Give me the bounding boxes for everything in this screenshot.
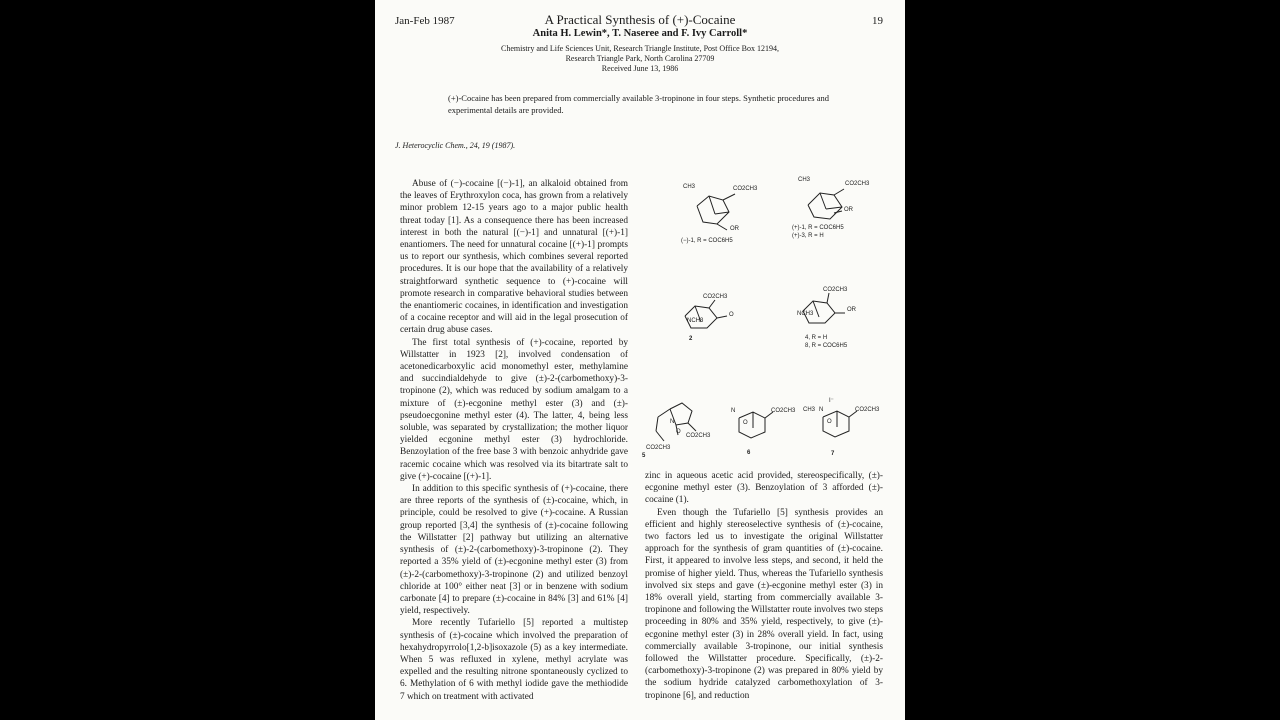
- label-n: N: [670, 419, 675, 425]
- abstract: (+)-Cocaine has been prepared from commercially available 3-tropinone in four steps. Synthetic procedures and experimental details are provided.: [448, 93, 830, 115]
- affiliation-line1: Chemistry and Life Sciences Unit, Research Triangle Institute, Post Office Box 12194,: [500, 44, 780, 53]
- structure-4: [795, 285, 885, 355]
- paragraph: In addition to this specific synthesis of (+)-cocaine, there are three reports of the synthesis of (±)-cocaine, which, in principle, could be resolved to give (+)-cocaine. A Russian group reported [3,4] the synthesis of (±)-cocaine following the Willstatter [2] pathway but utilizing an alternative synthesis of (±)-2-(carbomethoxy)-3-tropinone (2). They reported a 35% yield of (±)-ecgonine methyl ester (3) from (±)-2-(carbomethoxy)-3-tropinone (2) and utilized benzoyl chloride at 100° either neat [3] or in benzene with sodium carbonate [4] to prepare (±)-cocaine in 84% [3] and 61% [4] yield, respectively.: [400, 484, 628, 617]
- label-n-methyl: CH3: [683, 184, 696, 190]
- structure-6: [725, 400, 805, 462]
- label-ester: CO2CH3: [703, 294, 728, 300]
- label-or: OR: [847, 307, 856, 313]
- label-iodide: I⁻: [829, 398, 834, 404]
- paragraph: The first total synthesis of (+)-cocaine, reported by Willstatter in 1923 [2], involved condensation of acetonedicarboxylic acid monomethyl ester, methylamine and succindialdehyde to give (±)-2-(carbomethoxy)-3-tropinone (2), which was reduced by sodium amalgam to a mixture of (±)-ecgonine methyl ester (3) and (±)-pseudoecgonine methyl ester (4). The latter, 4, being less soluble, was separated by crystallization; the mother liquor yielded ecgonine methyl ester (3) hydrochloride. Benzoylation of the free base 3 with benzoic anhydride gave racemic cocaine which was resolved via its bitartrate salt to give (+)-cocaine [(+)-1].: [400, 337, 628, 482]
- caption-2: 8, R = COC6H5: [805, 343, 848, 349]
- left-column: [400, 178, 628, 703]
- label-ester: CO2CH3: [855, 407, 880, 413]
- structure-7: [803, 395, 893, 462]
- label-o: O: [827, 419, 832, 425]
- structure-2: [790, 175, 890, 250]
- structure-1: [675, 178, 775, 248]
- caption-1: 4, R = H: [805, 335, 828, 341]
- caption-2: (+)-3, R = H: [792, 233, 824, 239]
- paragraph: Abuse of (−)-cocaine [(−)-1], an alkaloid obtained from the leaves of Erythroxylon coca, has grown from a relatively minor problem 12-15 years ago to a major public health threat today [1]. As a consequence there has been increased interest in both the natural [(−)-1] and unnatural [(+)-1] enantiomers. The need for unnatural cocaine [(+)-1] prompts us to report our synthesis, which combines several reported procedures. It is our hope that the availability of a relatively straightforward synthetic sequence to (+)-cocaine will promote research in comparative behavioral studies between the enantiomeric cocaines, in identification and investigation of a cocaine receptor and will aid in the legal prosecution of certain drug abuse cases.: [400, 179, 628, 336]
- label-ester-1: CO2CH3: [686, 433, 711, 439]
- caption-1: (+)-1, R = COC6H5: [792, 225, 844, 231]
- label-oxo: O: [729, 312, 734, 318]
- compound-number: 5: [642, 453, 646, 459]
- label-n: N: [819, 407, 824, 413]
- compound-number: 2: [689, 336, 693, 342]
- label-ester: CO2CH3: [771, 408, 796, 414]
- paragraph: More recently Tufariello [5] reported a multistep synthesis of (±)-cocaine which involved the preparation of hexahydropyrrolo[1,2-b]isoxazole (5) as a key intermediate. When 5 was refluxed in xylene, methyl acrylate was expelled and the resulting nitrone spontaneously cyclized to 6. Methylation of 6 with methyl iodide gave the methiodide 7 which on treatment with activated: [400, 618, 628, 702]
- label-ester: CO2CH3: [823, 287, 848, 293]
- paper-title: A Practical Synthesis of (+)-Cocaine: [544, 12, 736, 27]
- compound-number: 7: [831, 451, 835, 457]
- paper-page: [375, 0, 905, 720]
- label-ester-2: CO2CH3: [646, 445, 671, 451]
- journal-issue: Jan-Feb 1987: [395, 15, 455, 27]
- paragraph: zinc in aqueous acetic acid provided, stereospecifically, (±)-ecgonine methyl ester (3). Benzoylation of 3 afforded (±)-cocaine (1).: [645, 471, 883, 506]
- compound-number: 6: [747, 450, 751, 456]
- label-ester: CO2CH3: [733, 186, 758, 192]
- label-n: N: [731, 408, 736, 414]
- citation: J. Heterocyclic Chem., 24, 19 (1987).: [395, 141, 516, 150]
- affiliation-line2: Research Triangle Park, North Carolina 27709: [565, 54, 715, 63]
- bridged-structure-drawing: [803, 395, 893, 462]
- label-o: O: [743, 420, 748, 426]
- label-ch3: CH3: [803, 407, 816, 413]
- authors: Anita H. Lewin*, T. Naseree and F. Ivy Carroll*: [532, 28, 748, 39]
- right-column: [645, 470, 883, 702]
- caption: (−)-1, R = COC6H5: [681, 238, 733, 244]
- label-nmethyl: NCH3: [687, 318, 704, 324]
- affiliation: [375, 44, 905, 74]
- received-date: Received June 13, 1986: [601, 64, 679, 73]
- label-or: OR: [844, 207, 853, 213]
- label-o: O: [676, 429, 681, 435]
- page-number: 19: [872, 15, 883, 27]
- label-nmethyl: NCH3: [797, 311, 814, 317]
- structure-3: [675, 290, 755, 350]
- label-n-methyl: CH3: [798, 177, 811, 183]
- label-ester: CO2CH3: [845, 181, 870, 187]
- paragraph: Even though the Tufariello [5] synthesis provides an efficient and highly stereoselective synthesis of (±)-cocaine, two factors led us to investigate the original Willstatter approach for the synthesis of gram quantities of (±)-cocaine. First, it appeared to involve less steps, and second, it held the promise of higher yield. Thus, whereas the Tufariello synthesis involved six steps and gave (±)-ecgonine methyl ester (3) in 18% overall yield, starting from commercially available 3-tropinone and following the Willstatter route involves two steps proceeding in 80% and 35% yield, respectively, to give (±)-ecgonine methyl ester (3) in 28% overall yield. In fact, using commercially available 3-tropinone, our initial synthesis followed the Willstatter procedure. Specifically, (±)-2-(carbomethoxy)-3-tropinone (2) was prepared in 80% yield by the sodium hydride catalyzed carbomethoxylation of 3-tropinone [6], and reduction: [645, 507, 883, 701]
- label-or: OR: [730, 226, 739, 232]
- structure-5: [640, 395, 720, 460]
